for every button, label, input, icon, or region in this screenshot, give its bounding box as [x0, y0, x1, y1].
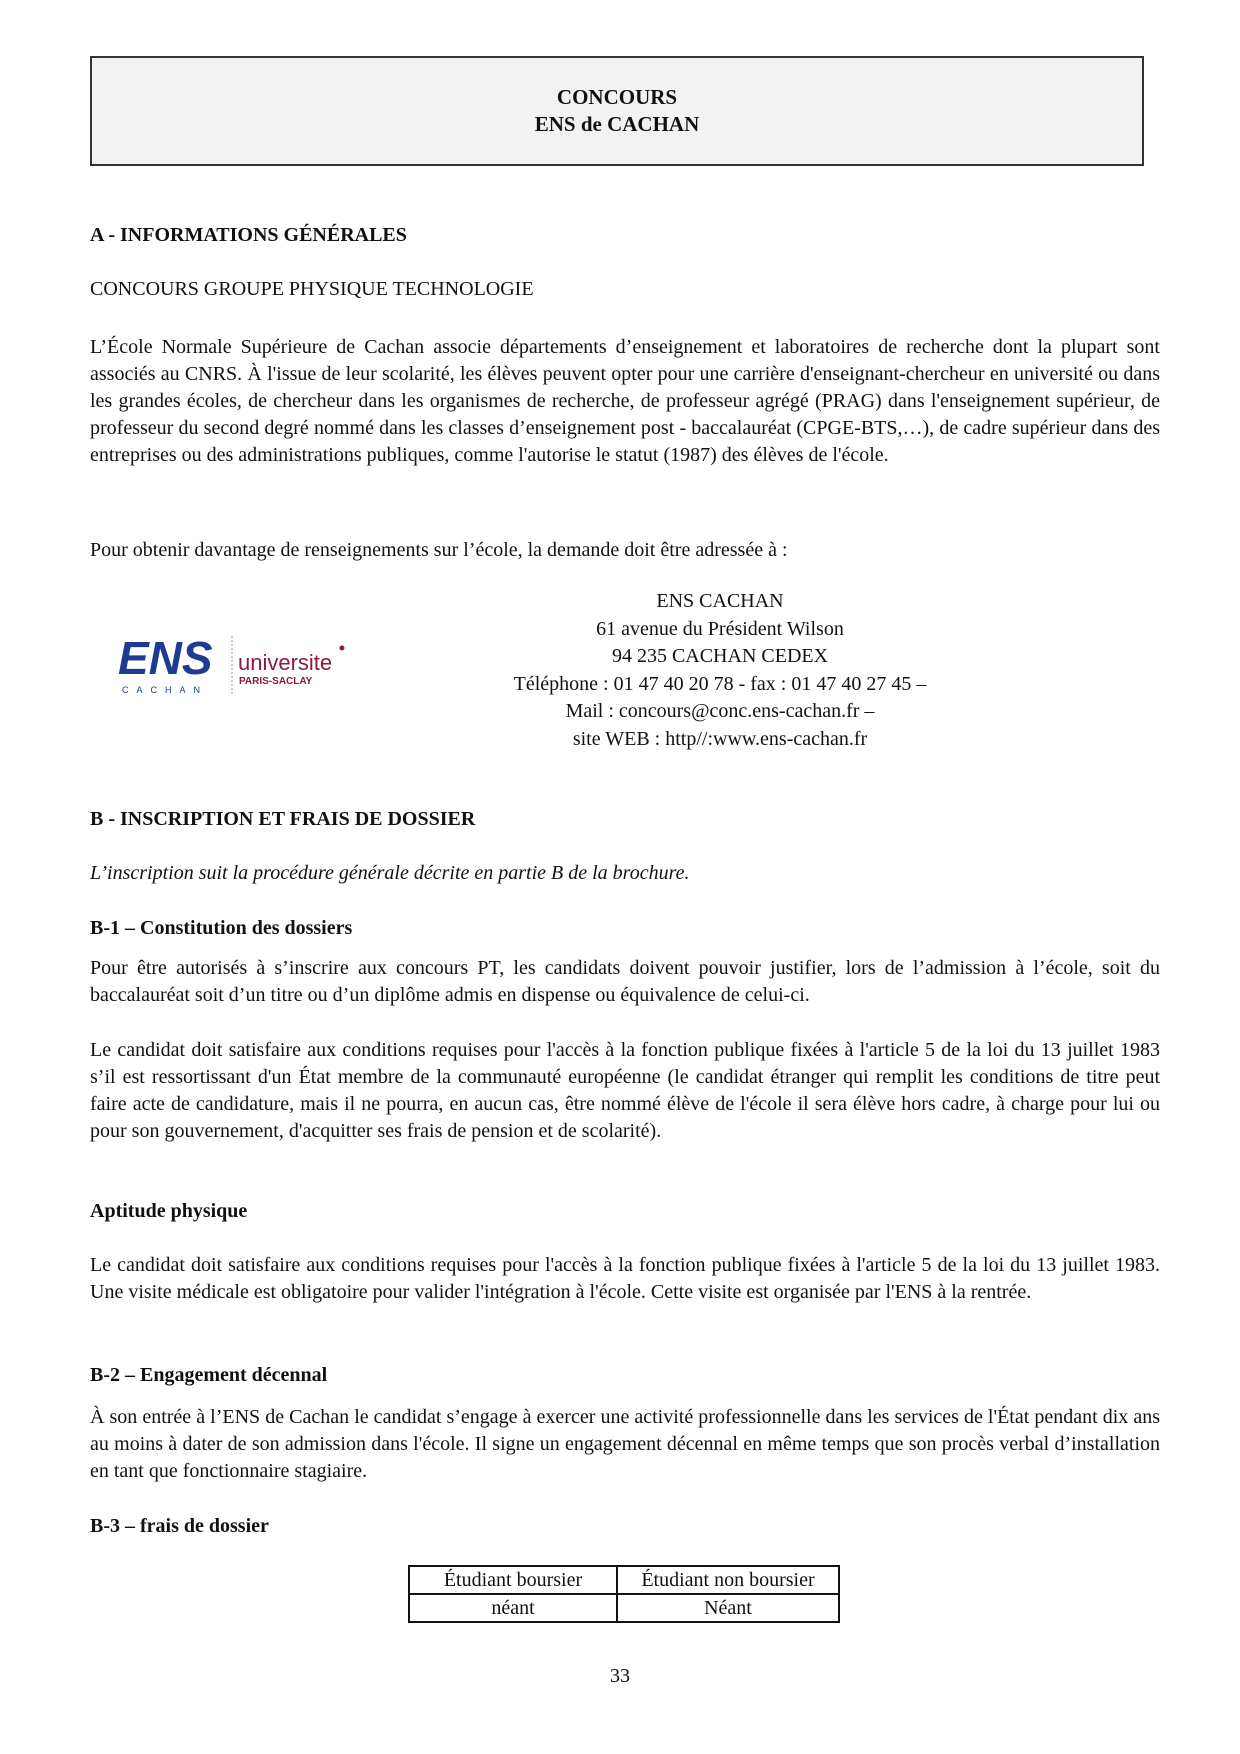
- title-box: [90, 56, 1144, 166]
- b1-title: B-1 – Constitution des dossiers: [90, 917, 353, 939]
- page-number: 33: [610, 1665, 630, 1687]
- address-phone: Téléphone : 01 47 40 20 78 - fax : 01 47 40 27 45 –: [513, 672, 927, 695]
- address-block: [330, 588, 1110, 753]
- fees-value-non-boursier: Néant: [617, 1594, 839, 1622]
- section-b-title: B - INSCRIPTION ET FRAIS DE DOSSIER: [90, 808, 476, 830]
- logo-cachan-text: CACHAN: [122, 685, 209, 695]
- fees-value-boursier: néant: [409, 1594, 617, 1622]
- b1-paragraph-2: Le candidat doit satisfaire aux conditions requises pour l'accès à la fonction publique fixées à l'article 5 de la loi du 13 juillet 1983 s’il est ressortissant d'un État membre de la communauté européenne (le candidat étranger qui remplit les conditions de titre peut faire acte de candidature, mais il ne pourra, en aucun cas, être nommé élève de l'école il sera élève hors cadre, à charge pour lui ou pour son gouvernement, d'acquitter ses frais de pension et de scolarité).: [90, 1039, 1160, 1142]
- fees-header-non-boursier: Étudiant non boursier: [617, 1566, 839, 1594]
- title-line-1: CONCOURS: [556, 85, 678, 109]
- address-mail: Mail : concours@conc.ens-cachan.fr –: [565, 700, 875, 722]
- aptitude-paragraph: Le candidat doit satisfaire aux conditions requises pour l'accès à la fonction publique fixées à l'article 5 de la loi du 13 juillet 1983. Une visite médicale est obligatoire pour valider l'intégration à l'école. Cette visite est organisée par l'ENS à la rentrée.: [90, 1254, 1160, 1303]
- section-a-paragraph: L’École Normale Supérieure de Cachan associe départements d’enseignement et laboratoires de recherche dont la plupart sont associés au CNRS. À l'issue de leur scolarité, les élèves peuvent opter pour une carrière d'enseignant-chercheur en université ou dans les grandes écoles, de chercheur dans les organismes de recherche, de professeur agrégé (PRAG) dans l'enseignement supérieur, de professeur du second degré nommé dans les classes d’enseignement post - baccalauréat (CPGE-BTS,…), de cadre supérieur dans des entreprises ou des administrations publiques, comme l'autorise le statut (1987) des élèves de l'école.: [90, 336, 1160, 466]
- address-web: site WEB : http//:www.ens-cachan.fr: [572, 727, 868, 750]
- fees-value-row: [409, 1594, 839, 1622]
- ens-logo: [118, 630, 348, 698]
- address-city: 94 235 CACHAN CEDEX: [611, 645, 829, 667]
- b2-title: B-2 – Engagement décennal: [90, 1364, 328, 1386]
- fees-header-boursier: Étudiant boursier: [409, 1566, 617, 1594]
- b2-paragraph: À son entrée à l’ENS de Cachan le candidat s’engage à exercer une activité professionnelle dans les services de l'État pendant dix ans au moins à dater de son admission dans l'école. Il signe un engagement décennal en même temps que son procès verbal d’installation en tant que fonctionnaire stagiaire.: [90, 1406, 1160, 1482]
- logo-ens-text: ENS: [118, 632, 213, 684]
- logo-universite-text: universite: [238, 650, 333, 675]
- address-name: ENS CACHAN: [656, 590, 784, 612]
- section-a-title: A - INFORMATIONS GÉNÉRALES: [90, 224, 407, 246]
- fees-header-row: [409, 1566, 839, 1594]
- section-a-subtitle: CONCOURS GROUPE PHYSIQUE TECHNOLOGIE: [90, 278, 534, 300]
- b3-title: B-3 – frais de dossier: [90, 1515, 269, 1537]
- aptitude-title: Aptitude physique: [90, 1200, 248, 1222]
- address-street: 61 avenue du Président Wilson: [596, 617, 844, 640]
- logo-saclay-text: PARIS-SACLAY: [239, 676, 313, 687]
- fees-table: [408, 1565, 840, 1623]
- info-request: Pour obtenir davantage de renseignements sur l’école, la demande doit être adressée à :: [90, 539, 788, 561]
- title-line-2: ENS de CACHAN: [534, 112, 700, 136]
- b1-paragraph-1: Pour être autorisés à s’inscrire aux concours PT, les candidats doivent pouvoir justifier, lors de l’admission à l’école, soit du baccalauréat soit d’un titre ou d’un diplôme admis en dispense ou équivalence de celui-ci.: [90, 957, 1160, 1006]
- section-b-intro: L’inscription suit la procédure générale décrite en partie B de la brochure.: [90, 862, 690, 884]
